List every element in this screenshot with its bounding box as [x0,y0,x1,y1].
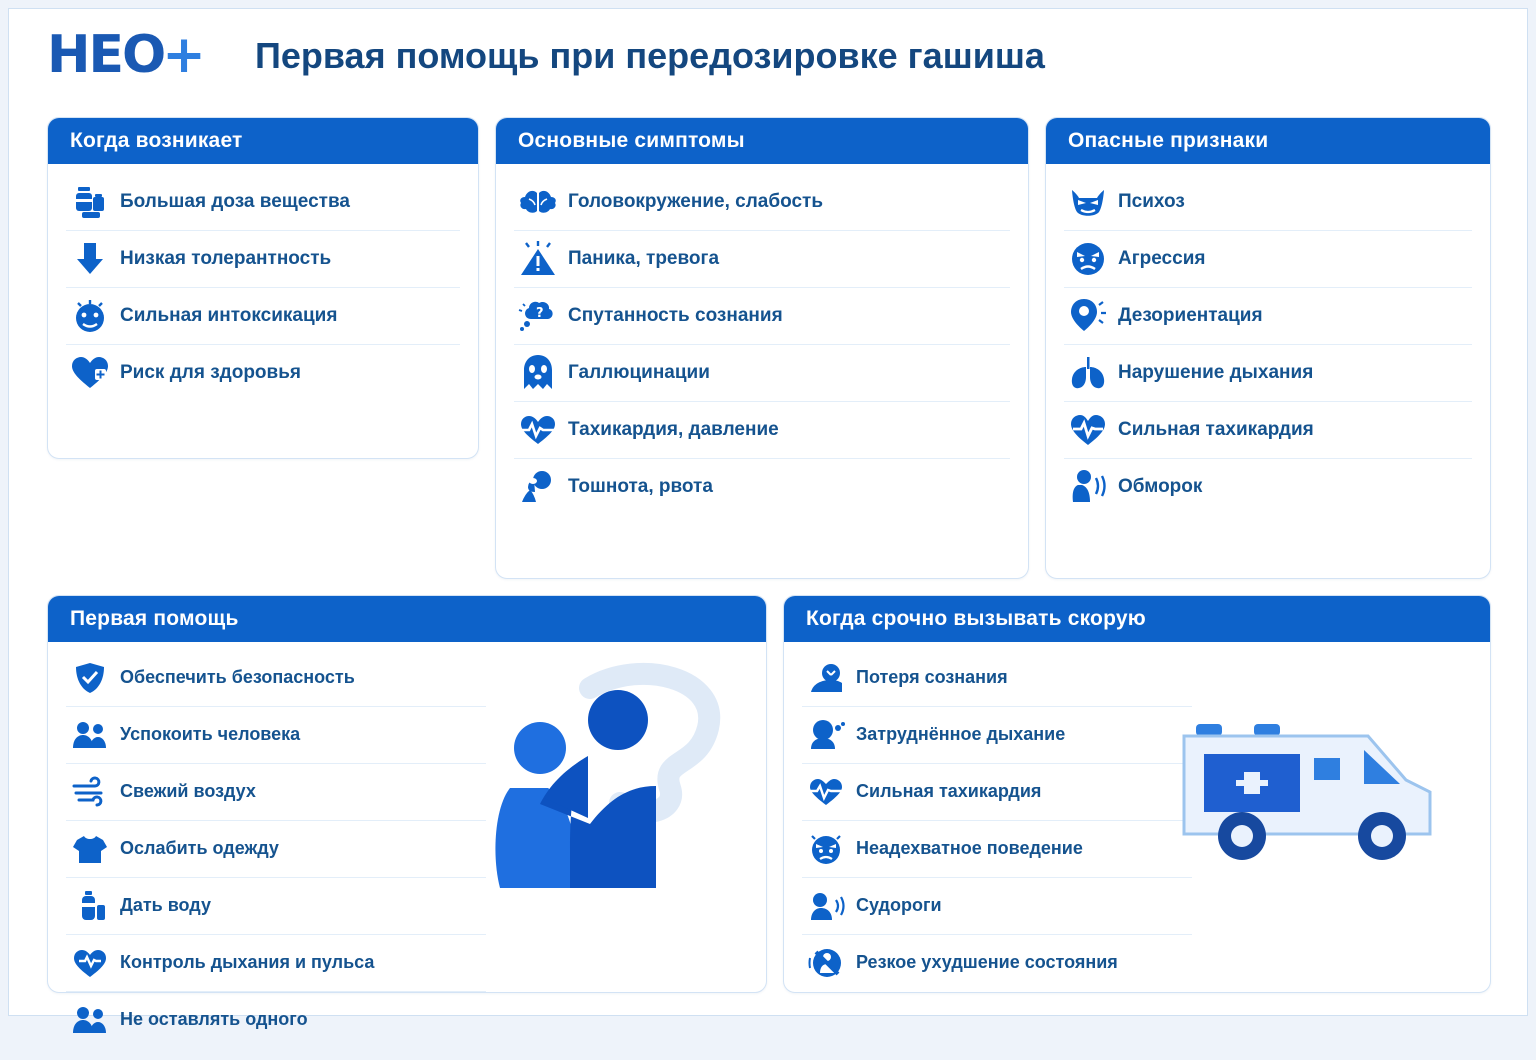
list-item-label: Затруднённое дыхание [856,724,1066,745]
heart-cross-icon [66,352,114,394]
card-when-occurs [47,117,479,459]
list-item-label: Дать воду [120,895,211,916]
list-item [1064,174,1472,231]
ambulance-illustration [1168,706,1468,906]
list-item [1064,231,1472,288]
card-title: Когда срочно вызывать скорую [806,607,1146,630]
shield-check-icon [66,657,114,699]
list-item-label: Не оставлять одного [120,1009,308,1030]
list-item [514,174,1010,231]
two-people-icon [66,714,114,756]
unconscious-head-icon [802,657,850,699]
card-body [496,164,1028,527]
heart-pulse-icon [514,409,562,451]
list-item-label: Сильная тахикардия [856,781,1042,802]
ambulance-list [802,650,1192,991]
list-item [1064,402,1472,459]
angry-face-icon [1064,238,1112,280]
brain-icon [514,181,562,223]
list-item-label: Потеря сознания [856,667,1008,688]
list-item-label: Нарушение дыхания [1118,361,1314,383]
wind-icon [66,771,114,813]
logo-plus-icon: + [162,25,204,85]
list-item-label: Обморок [1118,475,1203,497]
dizzy-face-icon [66,295,114,337]
list-item [66,650,486,707]
list-item [514,288,1010,345]
list-item-label: Сильная интоксикация [120,304,338,326]
heart-monitor-icon [66,942,114,984]
card-title: Первая помощь [70,607,239,630]
heart-pulse-icon [802,771,850,813]
angry-face-icon [802,828,850,870]
card-body [48,642,766,1060]
card-body [1046,164,1490,527]
list-item [1064,345,1472,402]
tshirt-icon [66,828,114,870]
infographic-poster [8,8,1528,1030]
list-item [802,764,1192,821]
list-item [802,650,1192,707]
list-item-label: Головокружение, слабость [568,190,823,212]
list-item-label: Дезориентация [1118,304,1263,326]
list-item-label: Большая доза вещества [120,190,350,212]
list-item-label: Резкое ухудшение состояния [856,952,1118,973]
list-item [514,459,1010,515]
card-header [48,596,766,642]
list-item-label: Судороги [856,895,942,916]
list-item [1064,288,1472,345]
seizure-person-icon [802,885,850,927]
card-body [48,164,478,413]
ghost-icon [514,352,562,394]
list-item [66,288,460,345]
list-item-label: Ослабить одежду [120,838,279,859]
list-item [66,935,486,992]
svg-text:?: ? [536,306,544,321]
list-item [802,821,1192,878]
list-item-label: Контроль дыхания и пульса [120,952,375,973]
card-body [784,642,1490,1003]
card-main-symptoms [495,117,1029,579]
card-header [1046,118,1490,164]
list-item [1064,459,1472,515]
list-item-label: Психоз [1118,190,1185,212]
card-header [496,118,1028,164]
medicine-bottles-icon [66,181,114,223]
fainting-person-icon [1064,466,1112,508]
list-item-label: Неадехватное поведение [856,838,1083,859]
lungs-icon [1064,352,1112,394]
page-title: Первая помощь при передозировке гашиша [255,35,1045,76]
list-item-label: Свежий воздух [120,781,256,802]
no-entry-person-icon [802,942,850,984]
list-item-label: Тошнота, рвота [568,475,713,497]
list-item [66,764,486,821]
list-item-label: Сильная тахикардия [1118,418,1314,440]
card-danger-signs [1045,117,1491,579]
list-item [66,878,486,935]
breathing-head-icon [802,714,850,756]
location-head-icon [1064,295,1112,337]
heart-shield-pulse-icon [1064,409,1112,451]
card-title: Когда возникает [70,129,243,152]
list-item-label: Тахикардия, давление [568,418,779,440]
list-item [514,345,1010,402]
list-item-label: Обеспечить безопасность [120,667,355,688]
list-item-label: Успокоить человека [120,724,301,745]
vomiting-person-icon [514,466,562,508]
water-bottle-icon [66,885,114,927]
list-item [66,992,486,1048]
logo-text: HEO [47,25,165,85]
list-item [66,231,460,288]
card-call-ambulance [783,595,1491,993]
list-item [514,402,1010,459]
two-people-icon [66,999,114,1041]
two-people-supporting-illustration [470,648,750,948]
devil-face-icon [1064,181,1112,223]
card-header [784,596,1490,642]
thought-cloud-question-icon [514,295,562,337]
list-item-label: Паника, тревога [568,247,720,269]
list-item [802,935,1192,991]
down-arrow-icon [66,238,114,280]
list-item-label: Риск для здоровья [120,361,301,383]
list-item-label: Спутанность сознания [568,304,783,326]
card-header [48,118,478,164]
list-item [514,231,1010,288]
list-item-label: Агрессия [1118,247,1206,269]
first-aid-list [66,650,486,1048]
card-title: Опасные признаки [1068,129,1269,152]
list-item [802,878,1192,935]
logo [47,25,204,85]
warning-triangle-icon [514,238,562,280]
card-first-aid [47,595,767,1030]
list-item [802,707,1192,764]
card-title: Основные симптомы [518,129,745,152]
list-item [66,174,460,231]
list-item-label: Галлюцинации [568,361,710,383]
list-item [66,707,486,764]
list-item [66,345,460,401]
list-item [66,821,486,878]
header [9,9,1527,101]
list-item-label: Низкая толерантность [120,247,332,269]
